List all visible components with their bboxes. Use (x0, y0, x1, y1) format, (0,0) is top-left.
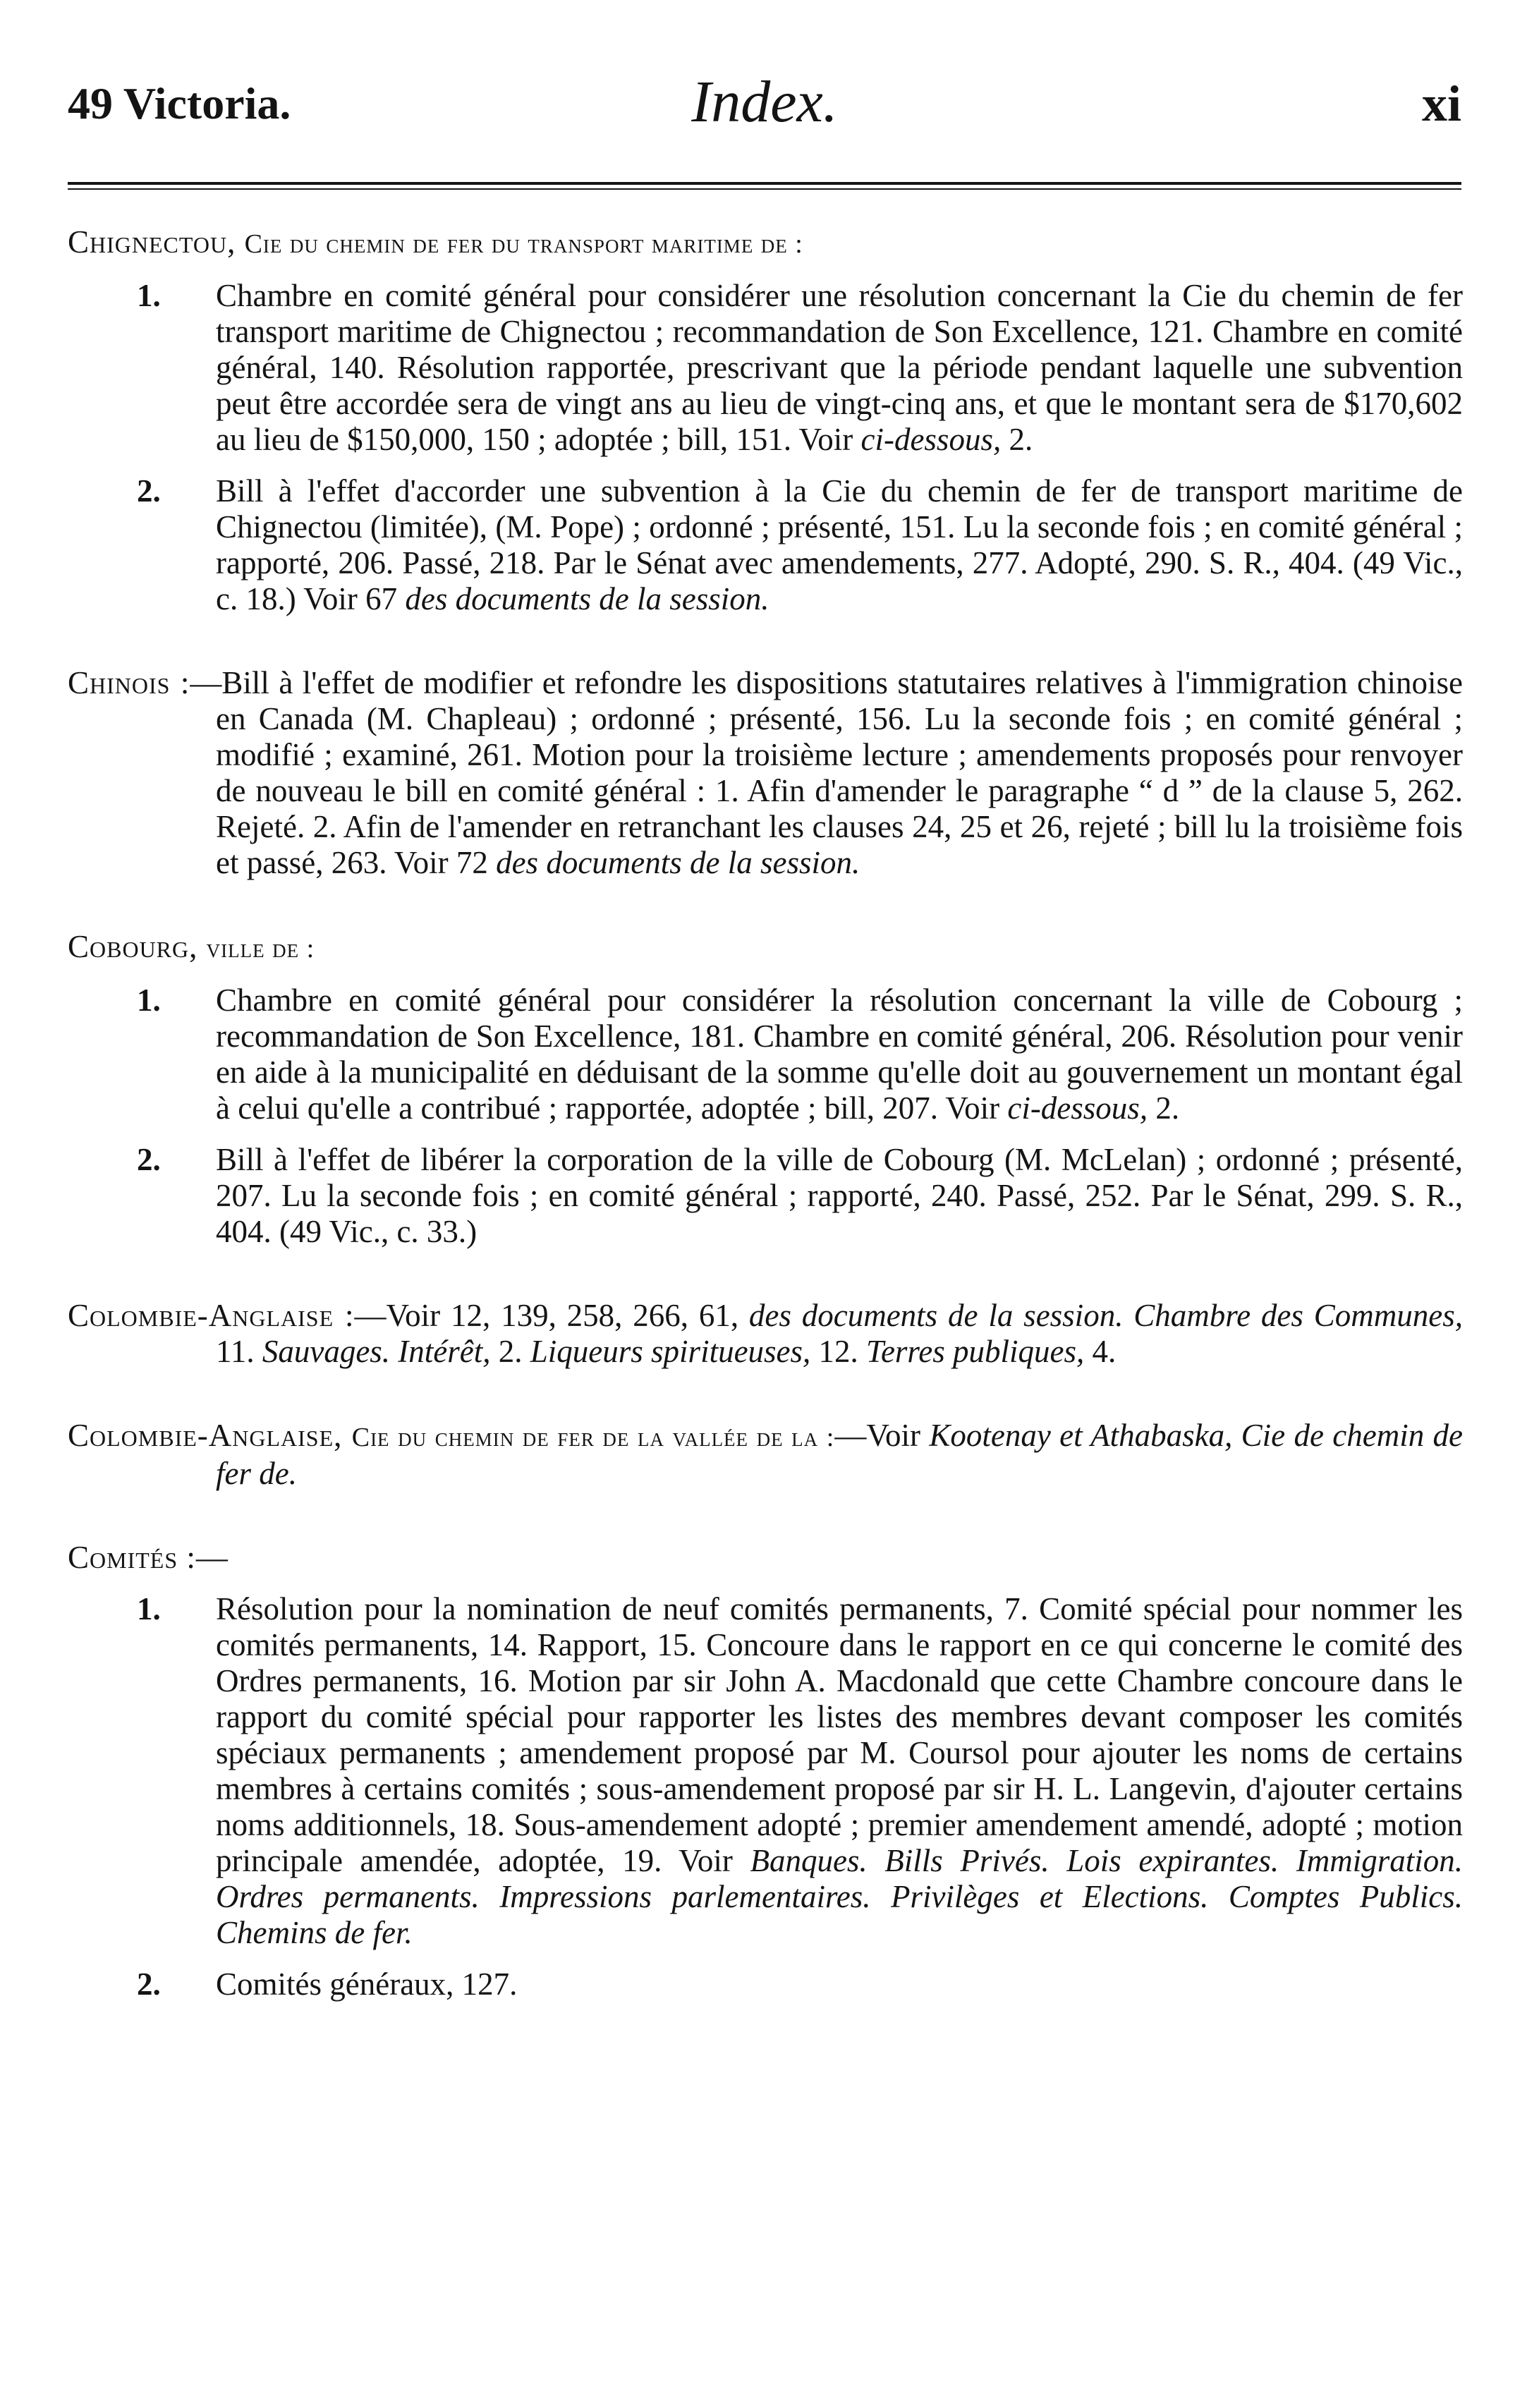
entry-item: 2. Bill à l'effet de libérer la corporation de la ville de Cobourg (M. McLelan) ; ordonné ; présenté, 207. Lu la seconde fois ; en comité général ; rapporté, 240. Passé, 252. Par le Sénat, 299. S. R., 404. (49 Vic., c. 33.) (137, 1142, 1463, 1249)
entry-heading: Colombie-Anglaise, Cie du chemin de fer de la vallée de la : (68, 1418, 835, 1453)
header-page-number: xi (1421, 75, 1461, 132)
entry-chinois: Chinois :—Bill à l'effet de modifier et refondre les dispositions statutaires relatives à l'immigration chinoise en Canada (M. Chapleau) ; ordonné ; présenté, 156. Lu la seconde fois ; en comité général ; modifié ; examiné, 261. Motion pour la troisième lecture ; amendements proposés pour renvoyer de nouveau le bill en comité général : 1. Afin d'amender le paragraphe “ d ” de la clause 5, 262. Rejeté. 2. Afin de l'amender en retranchant les clauses 24, 25 et 26, rejeté ; bill lu la troisième fois et passé, 263. Voir 72 des documents de la session. (68, 665, 1463, 880)
entry-chignectou (68, 224, 1463, 617)
entry-heading: Chignectou, Cie du chemin de fer du transport maritime de : (68, 224, 803, 260)
header-title: Index. (691, 69, 838, 135)
item-number: 2. (137, 1142, 161, 1177)
entry-item: 1. Chambre en comité général pour considérer une résolution concernant la Cie du chemin de fer transport maritime de Chignectou ; recommandation de Son Excellence, 121. Chambre en comité général, 140. Résolution rapportée, prescrivant que la période pendant laquelle une subvention peut être accordée sera de vingt ans au lieu de vingt-cinq ans, et que le montant sera de $170,602 au lieu de $150,000, 150 ; adoptée ; bill, 151. Voir ci-dessous, 2. (137, 278, 1463, 457)
header-volume: 49 Victoria. (68, 78, 291, 128)
item-number: 2. (137, 473, 161, 509)
rule-thin (68, 188, 1461, 190)
entry-colombie-vallee: Colombie-Anglaise, Cie du chemin de fer de la vallée de la :—Voir Kootenay et Athabaska, Cie de chemin de fer de. (68, 1418, 1464, 1491)
item-number: 1. (137, 983, 161, 1018)
entry-item: 2. Comités généraux, 127. (137, 1966, 518, 2002)
entry-comites (68, 1540, 1463, 2002)
index-content (68, 224, 1463, 2050)
entry-heading: Chinois : (68, 665, 190, 700)
page-header (68, 68, 1461, 152)
entry-cobourg (68, 929, 1463, 1250)
header-double-rule (68, 182, 1461, 193)
rule-thick (68, 182, 1461, 185)
item-number: 1. (137, 278, 161, 313)
entry-item: 1. Résolution pour la nomination de neuf comités permanents, 7. Comité spécial pour nommer les comités permanents, 14. Rapport, 15. Concoure dans le rapport en ce qui concerne le comité des Ordres permanents, 16. Motion par sir John A. Macdonald que cette Chambre concoure dans le rapport du comité spécial pour rapporter les listes des membres devant composer les comités spéciaux permanents ; amendement proposé par M. Coursol pour ajouter les noms de certains membres à certains comités ; sous-amendement proposé par sir H. L. Langevin, d'ajouter certains noms additionnels, 18. Sous-amendement adopté ; premier amendement amendé, adopté ; motion principale amendée, adoptée, 19. Voir Banques. Bills Privés. Lois expirantes. Immigration. Ordres permanents. Impressions parlementaires. Privilèges et Elections. Comptes Publics. Chemins de fer. (137, 1591, 1463, 1950)
item-number: 2. (137, 1966, 161, 2002)
entry-heading: Colombie-Anglaise : (68, 1298, 355, 1333)
entry-item: 2. Bill à l'effet d'accorder une subvention à la Cie du chemin de fer de transport maritime de Chignectou (limitée), (M. Pope) ; ordonné ; présenté, 151. Lu la seconde fois ; en comité général ; rapporté, 206. Passé, 218. Par le Sénat avec amendements, 277. Adopté, 290. S. R., 404. (49 Vic., c. 18.) Voir 67 des documents de la session. (137, 473, 1463, 616)
entry-colombie-anglaise: Colombie-Anglaise :—Voir 12, 139, 258, 266, 61, des documents de la session. Chambre des Communes, 11. Sauvages. Intérêt, 2. Liqueurs spiritueuses, 12. Terres publiques, 4. (68, 1298, 1463, 1369)
item-number: 1. (137, 1591, 161, 1626)
entry-heading: Cobourg, ville de : (68, 929, 315, 964)
entry-heading: Comités :— (68, 1540, 229, 1575)
entry-item: 1. Chambre en comité général pour considérer la résolution concernant la ville de Cobourg ; recommandation de Son Excellence, 181. Chambre en comité général, 206. Résolution pour venir en aide à la municipalité en déduisant de la somme qu'elle doit au gouvernement un montant égal à celui qu'elle a contribué ; rapportée, adoptée ; bill, 207. Voir ci-dessous, 2. (137, 983, 1463, 1126)
